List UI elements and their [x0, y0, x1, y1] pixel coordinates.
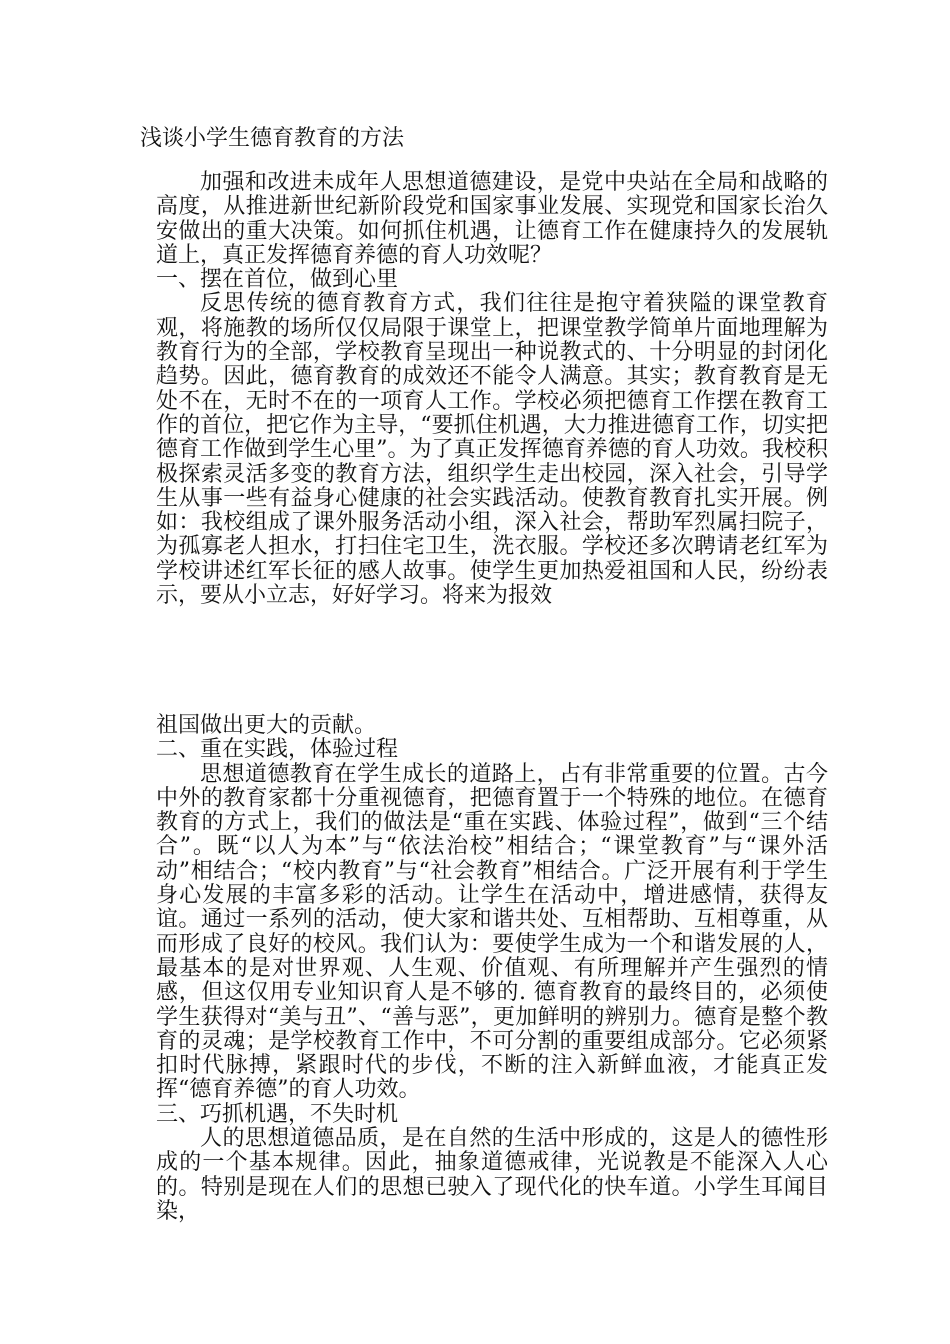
section-paragraph: 思想道德教育在学生成长的道路上，占有非常重要的位置。古今中外的教育家都十分重视德育，把德育置于一个特殊的地位。在德育教育的方式上，我们的做法是“重在实践、体验过程”，做到“三个结合”。既“以人为本”与“依法治校”相结合；“课堂教育”与“课外活动”相结合；“校内教育”与“社会教育”相结合。广泛开展有利于学生身心发展的丰富多彩的活动。让学生在活动中，增进感情，获得友谊。通过一系列的活动，使大家和谐共处、互相帮助、互相尊重，从而形成了良好的校风。我们认为：要使学生成为一个和谐发展的人，最基本的是对世界观、人生观、价值观、有所理解并产生强烈的情感，但这仅用专业知识育人是不够的. 德育教育的最终目的，必须使学生获得对“美与丑”、“善与恶”，更加鲜明的辨别力。德育是整个教育的灵魂；是学校教育工作中，不可分割的重要组成部分。它必须紧扣时代脉搏，紧跟时代的步伐，不断的注入新鲜血液，才能真正发挥“德育养德”的育人功效。 — [156, 761, 828, 1103]
section-heading: 二、重在实践，体验过程 — [156, 737, 399, 763]
document-title: 浅谈小学生德育教育的方法 — [140, 126, 405, 151]
section-continuation: 祖国做出更大的贡献。 — [156, 713, 377, 738]
section-paragraph: 反思传统的德育教育方式，我们往往是抱守着狭隘的课堂教育观，将施教的场所仅仅局限于课堂上，把课堂教学简单片面地理解为教育行为的全部，学校教育呈现出一种说教式的、十分明显的封闭化趋势。因此，德育教育的成效还不能令人满意。其实；教育教育是无处不在，无时不在的一项育人工作。学校必须把德育工作摆在教育工作的首位，把它作为主导，“要抓住机遇，大力推进德育工作，切实把德育工作做到学生心里”。为了真正发挥德育养德的育人功效。我校积极探索灵活多变的教育方法，组织学生走出校园，深入社会，引导学生从事一些有益身心健康的社会实践活动。使教育教育扎实开展。例如：我校组成了课外服务活动小组，深入社会，帮助军烈属扫院子，为孤寡老人担水，打扫住宅卫生，洗衣服。学校还多次聘请老红军为学校讲述红军长征的感人故事。使学生更加热爱祖国和人民，纷纷表示，要从小立志，好好学习。将来为报效 — [156, 291, 828, 609]
section-heading: 一、摆在首位，做到心里 — [156, 267, 399, 293]
document-body-part-2 — [156, 714, 828, 1224]
section-heading: 三、巧抓机遇，不失时机 — [156, 1101, 399, 1127]
section-paragraph: 人的思想道德品质，是在自然的生活中形成的，这是人的德性形成的一个基本规律。因此，抽象道德戒律，光说教是不能深入人心的。特别是现在人们的思想已驶入了现代化的快车道。小学生耳闻目染， — [156, 1126, 828, 1224]
intro-paragraph: 加强和改进未成年人思想道德建设，是党中央站在全局和战略的高度，从推进新世纪新阶段党和国家事业发展、实现党和国家长治久安做出的重大决策。如何抓住机遇，让德育工作在健康持久的发展轨道上，真正发挥德育养德的育人功效呢？ — [156, 170, 828, 268]
document-body-part-1 — [156, 171, 828, 608]
